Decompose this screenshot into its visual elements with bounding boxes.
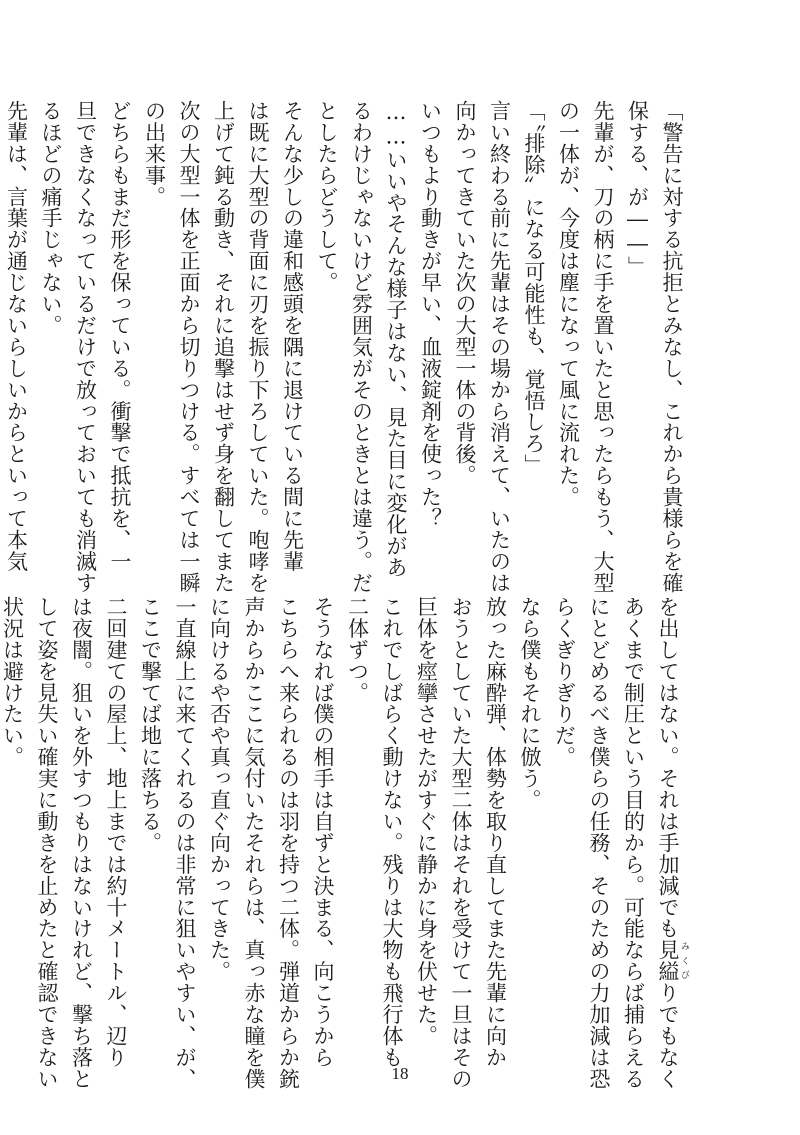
text-line: 向かってきていた次の大型一体の背後。 [453,100,477,487]
text-line: 「警告に対する抗拒とみなし、これから貴様らを確 [660,100,684,594]
text-line: に向けるや否や真っ直ぐ向かってきた。 [207,596,232,983]
text-line: の一体が、今度は塵になって風に流れた。 [556,100,581,508]
ruby-base: 見縊 [656,939,680,983]
ruby-reading: みくび [679,939,689,983]
text-line: 声からかここに気付いたそれらは、真っ赤な瞳を僕 [242,596,266,1090]
top-text-block [0,100,689,594]
text-line: は夜闇。狙いを外すつもりはないけれど、撃ち落と [69,596,94,1090]
text-line: ……いいやそんな様子はない、見た目に変化があ [384,100,408,578]
text-line: して姿を見失い確実に動きを止めたと確認できない [35,596,59,1090]
text-line: 一直線上に来てくれるのは非常に狙いやすい、が、 [173,596,197,1090]
text-line: るわけじゃないけど雰囲気がそのときとは違う。だ [349,100,374,594]
text-line: 上げて鈍る動き、それに追撃はせず身を翻してまた [211,100,236,594]
text-line: これでしばらく動けない。残りは大物も飛行体も [380,596,404,1068]
text-line: 「〝排除〟になる可能性も、覚悟しろ」 [522,100,546,476]
text-line: にとどめるべき僕らの任務、そのための力加減は恐 [587,596,611,1090]
text-line: 先輩は、言葉が通じないらしいからといって本気 [4,100,29,572]
text-line: こちらへ来られるのは羽を持つ二体。弾道からか銃 [276,596,301,1090]
text-line: いつもより動きが早い、血液錠剤を使った？ [418,100,443,529]
text-line: 放った麻酔弾、体勢を取り直してまた先輩に向か [483,596,508,1068]
text-line: は既に大型の背面に刃を振り下ろしていた。咆哮を [246,100,270,594]
text-line: の出来事。 [142,100,167,208]
text-line: おうとしていた大型二体はそれを受けて一旦はその [449,596,473,1090]
text-line: そんな少しの違和感頭を隅に退けている間に先輩 [280,100,305,572]
ruby-annotation [656,939,689,983]
text-line: るほどの痛手じゃない。 [39,100,63,336]
text-line: 状況は避けたい。 [0,596,25,768]
text-line: 二体ずつ。 [345,596,370,704]
text-line: 次の大型一体を正面から切りつける。すべては一瞬 [177,100,201,594]
text-line: ここで撃てば地に落ちる。 [138,596,163,854]
text-line: 先輩が、刀の柄に手を置いたと思ったらもう、大型 [591,100,615,594]
text-segment: を出してはない。それは手加減でも [656,596,680,940]
text-line: としたらどうして。 [315,100,339,294]
text-line: 言い終わる前に先輩はその場から消えて、いたのは [487,100,512,594]
text-line: どちらもまだ形を保っている。衝撃で抵抗を、一 [108,100,132,572]
text-line: 旦できなくなっているだけで放っておいても消滅す [73,100,98,594]
text-line: 保する、が――」 [625,100,650,278]
text-line: らくぎりぎりだ。 [552,596,577,768]
page-number: 18 [391,1064,409,1083]
text-line: なら僕もそれに倣う。 [518,596,542,811]
text-line: そうなれば僕の相手は自ずと決まる、向こうから [311,596,335,1068]
text-segment: りでもなく [656,982,680,1090]
text-line: あくまで制圧という目的から。可能ならば捕らえる [621,596,646,1090]
text-line: 巨体を痙攣させたがすぐに静かに身を伏せた。 [414,596,439,1047]
text-line: 二回建ての屋上、地上までは約十メートル、辺り [104,596,128,1068]
text-line-with-ruby [651,596,690,1090]
